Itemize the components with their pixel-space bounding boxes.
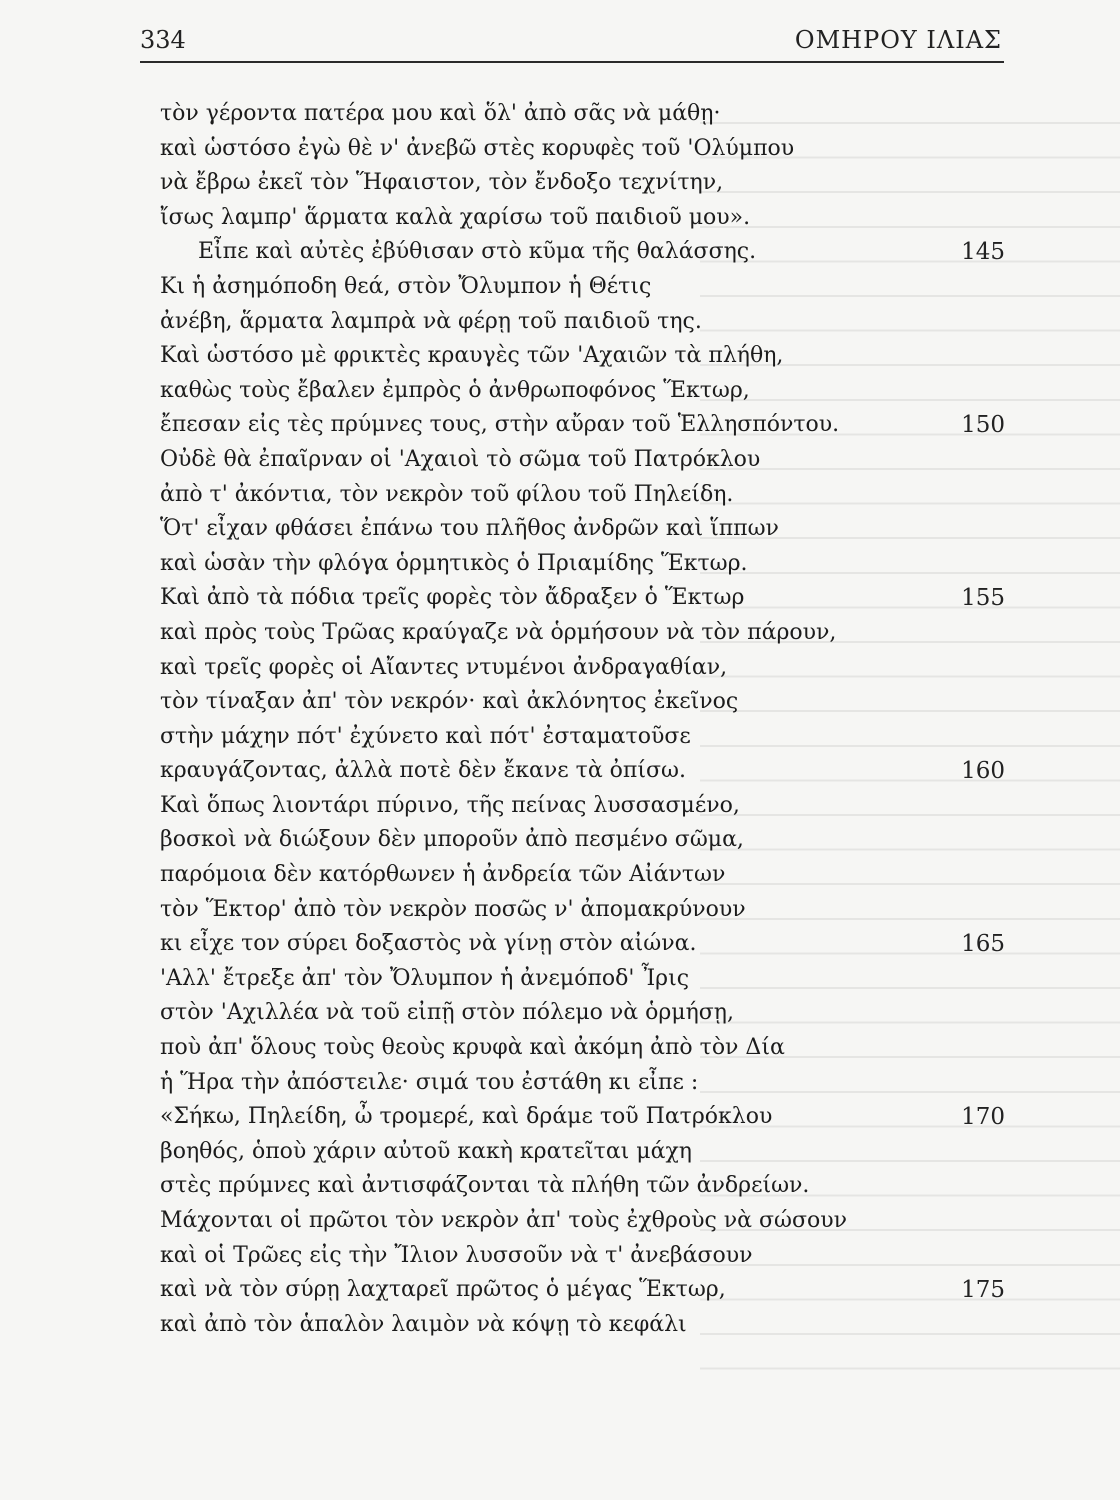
verse-line (160, 893, 1005, 928)
verse-line (160, 1308, 1005, 1343)
page-header (140, 20, 1002, 60)
verse-text: ἀπὸ τ' ἀκόντια, τὸν νεκρὸν τοῦ φίλου τοῦ Πηλείδη. (160, 481, 734, 507)
verse-line (160, 201, 1005, 236)
verse-text: ἔπεσαν εἰς τὲς πρύμνες τους, στὴν αὔραν τοῦ Ἑλλησπόντου. (160, 412, 840, 438)
verse-line (160, 1100, 1005, 1135)
verse-text: ἴσως λαμπρ' ἅρματα καλὰ χαρίσω τοῦ παιδιοῦ μου». (160, 204, 751, 230)
verse-text: παρόμοια δὲν κατόρθωνεν ἡ ἀνδρεία τῶν Αἰάντων (160, 862, 726, 888)
verse-text: Ὅτ' εἶχαν φθάσει ἐπάνω του πλῆθος ἀνδρῶν καὶ ἵππων (160, 516, 779, 542)
running-title: ΟΜΗΡΟΥ ΙΛΙΑΣ (794, 26, 1002, 54)
verse-text: ἀνέβη, ἅρματα λαμπρὰ νὰ φέρῃ τοῦ παιδιοῦ της. (160, 308, 702, 334)
verse-line (160, 512, 1005, 547)
line-number: 155 (961, 585, 1005, 612)
verse-text: Κι ἡ ἀσημόποδη θεά, στὸν Ὄλυμπον ἡ Θέτις (160, 273, 652, 299)
verse-line (160, 581, 1005, 616)
verse-line (160, 789, 1005, 824)
verse-line (160, 270, 1005, 305)
line-number: 165 (961, 931, 1005, 958)
page-number: 334 (140, 26, 186, 54)
verse-text: νὰ ἔβρω ἐκεῖ τὸν Ἥφαιστον, τὸν ἔνδοξο τεχνίτην, (160, 170, 724, 196)
verse-text: Καὶ ἀπὸ τὰ πόδια τρεῖς φορὲς τὸν ἄδραξεν ὁ Ἕκτωρ (160, 585, 745, 611)
verse-line (160, 858, 1005, 893)
verse-line (160, 996, 1005, 1031)
verse-line (160, 1169, 1005, 1204)
header-rule (140, 61, 1004, 63)
verse-block (160, 97, 1005, 1342)
verse-line (160, 547, 1005, 582)
verse-line (160, 408, 1005, 443)
verse-text: Καὶ ὅπως λιοντάρι πύρινο, τῆς πείνας λυσσασμένο, (160, 792, 740, 818)
line-number: 145 (961, 239, 1005, 266)
verse-text: Καὶ ὡστόσο μὲ φρικτὲς κραυγὲς τῶν 'Αχαιῶν τὰ πλήθη, (160, 343, 784, 369)
verse-text: τὸν τίναξαν ἀπ' τὸν νεκρόν· καὶ ἀκλόνητος ἐκεῖνος (160, 689, 739, 715)
verse-text: στὲς πρύμνες καὶ ἀντισφάζονται τὰ πλήθη τῶν ἀνδρείων. (160, 1173, 810, 1199)
verse-text: βοηθός, ὁποὺ χάριν αὐτοῦ κακὴ κρατεῖται μάχη (160, 1138, 692, 1164)
verse-text: τὸν γέροντα πατέρα μου καὶ ὅλ' ἀπὸ σᾶς νὰ μάθῃ· (160, 101, 721, 126)
verse-line (160, 235, 1005, 270)
verse-text: τὸν Ἕκτορ' ἀπὸ τὸν νεκρὸν ποσῶς ν' ἀπομακρύνουν (160, 896, 746, 922)
verse-text: Οὐδὲ θὰ ἐπαῖρναν οἱ 'Αχαιοὶ τὸ σῶμα τοῦ Πατρόκλου (160, 446, 761, 472)
verse-line (160, 1066, 1005, 1101)
verse-text: βοσκοὶ νὰ διώξουν δὲν μποροῦν ἀπὸ πεσμένο σῶμα, (160, 827, 744, 853)
verse-line (160, 1135, 1005, 1170)
verse-text: στὸν 'Αχιλλέα νὰ τοῦ εἰπῇ στὸν πόλεμο νὰ ὁρμήσῃ, (160, 1000, 734, 1026)
verse-line (160, 132, 1005, 167)
verse-line (160, 1239, 1005, 1274)
verse-text: καὶ ἀπὸ τὸν ἁπαλὸν λαιμὸν νὰ κόψῃ τὸ κεφάλι (160, 1311, 687, 1337)
verse-line (160, 478, 1005, 513)
verse-text: στὴν μάχην πότ' ἐχύνετο καὶ πότ' ἐσταματοῦσε (160, 723, 691, 749)
verse-text: καθὼς τοὺς ἔβαλεν ἐμπρὸς ὁ ἀνθρωποφόνος Ἕκτωρ, (160, 377, 750, 403)
verse-line (160, 1031, 1005, 1066)
verse-text: καὶ ὡστόσο ἐγὼ θὲ ν' ἀνεβῶ στὲς κορυφὲς τοῦ 'Ολύμπου (160, 135, 795, 161)
line-number: 170 (961, 1104, 1005, 1131)
verse-text: κραυγάζοντας, ἀλλὰ ποτὲ δὲν ἔκανε τὰ ὀπίσω. (160, 758, 686, 784)
verse-line (160, 305, 1005, 340)
verse-text: καὶ πρὸς τοὺς Τρῶας κραύγαζε νὰ ὁρμήσουν νὰ τὸν πάρουν, (160, 619, 837, 645)
verse-line (160, 685, 1005, 720)
verse-line (160, 374, 1005, 409)
verse-line (160, 927, 1005, 962)
verse-line (160, 97, 1005, 132)
verse-line (160, 1273, 1005, 1308)
verse-line (160, 339, 1005, 374)
verse-line (160, 616, 1005, 651)
verse-line (160, 823, 1005, 858)
verse-text: καὶ ὡσὰν τὴν φλόγα ὁρμητικὸς ὁ Πριαμίδης Ἕκτωρ. (160, 550, 748, 576)
verse-text: ἡ Ἥρα τὴν ἀπόστειλε· σιμά του ἐστάθη κι εἶπε : (160, 1069, 699, 1095)
verse-text: Μάχονται οἱ πρῶτοι τὸν νεκρὸν ἀπ' τοὺς ἐχθροὺς νὰ σώσουν (160, 1208, 847, 1233)
verse-line (160, 754, 1005, 789)
verse-text: «Σήκω, Πηλείδη, ὦ τρομερέ, καὶ δράμε τοῦ Πατρόκλου (160, 1104, 773, 1130)
verse-line (160, 962, 1005, 997)
verse-line (160, 720, 1005, 755)
verse-line (160, 443, 1005, 478)
verse-line (160, 166, 1005, 201)
verse-text: κι εἶχε τον σύρει δοξαστὸς νὰ γίνῃ στὸν αἰώνα. (160, 931, 697, 957)
verse-text: καὶ τρεῖς φορὲς οἱ Αἴαντες ντυμένοι ἀνδραγαθίαν, (160, 654, 728, 680)
verse-line (160, 1204, 1005, 1239)
verse-text: καὶ νὰ τὸν σύρῃ λαχταρεῖ πρῶτος ὁ μέγας Ἕκτωρ, (160, 1277, 726, 1303)
line-number: 150 (961, 412, 1005, 439)
verse-text: Εἶπε καὶ αὐτὲς ἐβύθισαν στὸ κῦμα τῆς θαλάσσης. (198, 239, 757, 265)
verse-line (160, 651, 1005, 686)
verse-text: καὶ οἱ Τρῶες εἰς τὴν Ἴλιον λυσσοῦν νὰ τ' ἀνεβάσουν (160, 1242, 753, 1268)
line-number: 175 (961, 1277, 1005, 1304)
verse-text: ποὺ ἀπ' ὅλους τοὺς θεοὺς κρυφὰ καὶ ἀκόμη ἀπὸ τὸν Δία (160, 1035, 785, 1061)
line-number: 160 (961, 758, 1005, 785)
verse-text: 'Αλλ' ἔτρεξε ἀπ' τὸν Ὄλυμπον ἡ ἀνεμόποδ' Ἶρις (160, 965, 690, 991)
